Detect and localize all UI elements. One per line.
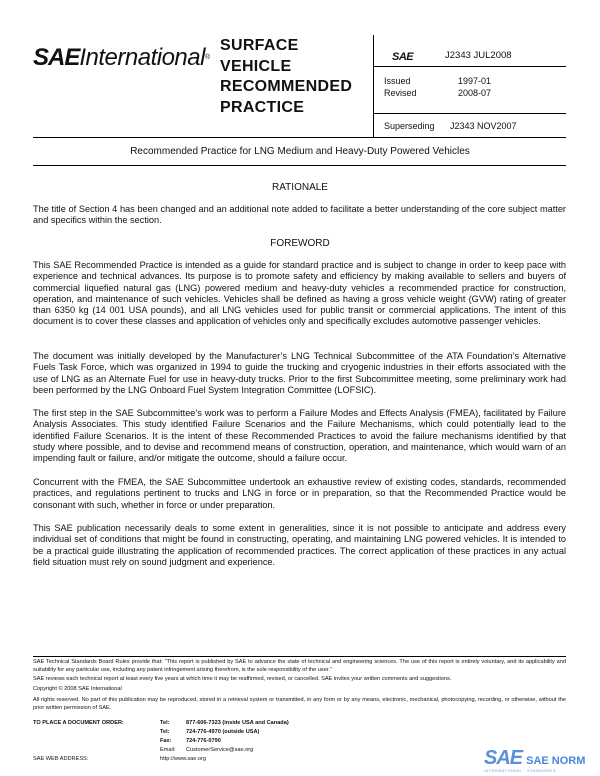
rationale-heading: RATIONALE [272,182,328,193]
copyright-notice: Copyright © 2008 SAE International [33,686,122,692]
title-rule [33,165,566,166]
foreword-paragraph: Concurrent with the FMEA, the SAE Subcommittee undertook an exhaustive review of existing codes, standards, recommended practices, and regulations pertinent to trucks and LNG in force or in preparation, so that the Recommended Practice would be consonant with such, whether in force or under preparation. [33,477,566,510]
document-number: J2343 JUL2008 [445,50,512,61]
watermark-subtitle: INTERNATIONAL · STANDARDS [484,768,556,773]
logo-tm: ® [204,54,211,61]
foreword-paragraph: This SAE publication necessarily deals to some extent in generalities, since it is not possible to anticipate and address every individual set of conditions that might be found in constructing, operating, and maintaining LNG powered vehicles. It is intended to be a practical guide illustrating the application of recommended practices. The correct application of these practices in any actual field situation must rely on sound judgment and experience. [33,523,566,567]
tel-value[interactable]: 877-606-7323 (inside USA and Canada) [186,720,289,726]
tel2-label: Tel: [160,729,170,735]
logo-sae-text: SAE [33,44,80,71]
fax-value[interactable]: 724-776-0790 [186,738,221,744]
header-divider [374,113,566,114]
doc-type-line: VEHICLE [220,57,292,75]
document-type [220,36,352,118]
sae-international-logo [33,43,210,73]
footer-rule [33,656,566,657]
superseding-label: Superseding [384,121,435,131]
issued-label: Issued [384,76,411,86]
header-bottom-rule [33,137,566,138]
header-divider [374,66,566,67]
foreword-paragraph: The first step in the SAE Subcommittee’s work was to perform a Failure Modes and Effects Analysis (FMEA), facilitated by Failure Analysis Associates. This study identified Failure Scenarios and the Failure Mechanisms, which could potentially lead to the identified Failure Scenarios. It is the intent of these Recommended Practices to avoid the failure mechanisms identified by that study where possible, and to devise and recommend means of construction, operation, and maintenance, which would warn of an impending fault or failure, and/or mitigate the outcome, should a failure occur. [33,408,566,464]
logo-intl-text: International [79,44,205,71]
watermark-norm: SAE NORM [526,755,586,767]
doc-type-line: RECOMMENDED [220,78,353,95]
order-label: TO PLACE A DOCUMENT ORDER: [33,720,124,726]
foreword-heading: FOREWORD [270,238,330,249]
email-label: Email: [160,747,176,753]
rights-notice: All rights reserved. No part of this publication may be reproduced, stored in a retrieval system or transmitted, in any form or by any means, electronic, mechanical, photocopying, recording, or otherwise, without the prior written permission of SAE. [33,697,566,711]
fax-label: Fax: [160,738,172,744]
watermark-sae: SAE [484,747,523,769]
rules-notice: SAE Technical Standards Board Rules provide that: “This report is published by SAE to advance the state of technical and engineering sciences. The use of this report is entirely voluntary, and its applicability and suitability for any particular use, including any patent infringement arising therefrom, is the sole responsibility of the user.” [33,659,566,673]
header-vertical-divider [373,35,374,137]
revised-label: Revised [384,88,417,98]
web-link[interactable]: http://www.sae.org [160,756,207,762]
review-notice: SAE reviews each technical report at least every five years at which time it may be reaffirmed, revised, or cancelled. SAE invites your written comments and suggestions. [33,676,452,682]
doc-type-line: PRACTICE [220,98,305,116]
superseding-value: J2343 NOV2007 [450,121,517,131]
revised-value: 2008-07 [458,88,492,98]
sae-norm-watermark [484,747,585,770]
foreword-paragraph: This SAE Recommended Practice is intended as a guide for standard practice and is subject to change in order to keep pace with experience and technical advances. Its purpose is to promote safety and efficiency by making available to sellers and buyers of commercial liquefied natural gas (LNG) powered medium and heavy-duty vehicles a recommended practice for construction, operation, and maintenance of such vehicles. Vehicles shall be defined as having a gross vehicle weight (GVW) rating of greater than 6350 kg (14 001 USA pounds), and all LNG vehicles used for public transit or commercial applications. The intent of this document is to cover these classes and application of vehicles only and specifically excludes automotive passenger vehicles. [33,260,566,327]
email-link[interactable]: CustomerService@sae.org [186,747,254,753]
tel2-value[interactable]: 724-776-4970 (outside USA) [186,729,260,735]
mini-sae-logo: SAE [392,51,414,63]
rationale-paragraph: The title of Section 4 has been changed and an additional note added to facilitate a better understanding of the core subject matter and specifics within the section. [33,204,566,226]
foreword-paragraph: The document was initially developed by the Manufacturer’s LNG Technical Subcommittee of the ATA Foundation’s Alternative Fuels Task Force, which was organized in 1994 to guide the trucking and cryogenic industries in their efforts associated with the use of LNG as an Alternate Fuel for use in heavy-duty trucks. Prior to the first Subcommittee meeting, some preliminary work had been performed by the LNG Onboard Fuel System Integration Committee (LOFSIC). [33,351,566,395]
tel-label: Tel: [160,720,170,726]
issued-value: 1997-01 [458,76,492,86]
doc-type-line: SURFACE [220,37,299,54]
document-title: Recommended Practice for LNG Medium and Heavy-Duty Powered Vehicles [130,146,470,157]
web-label: SAE WEB ADDRESS: [33,756,89,762]
